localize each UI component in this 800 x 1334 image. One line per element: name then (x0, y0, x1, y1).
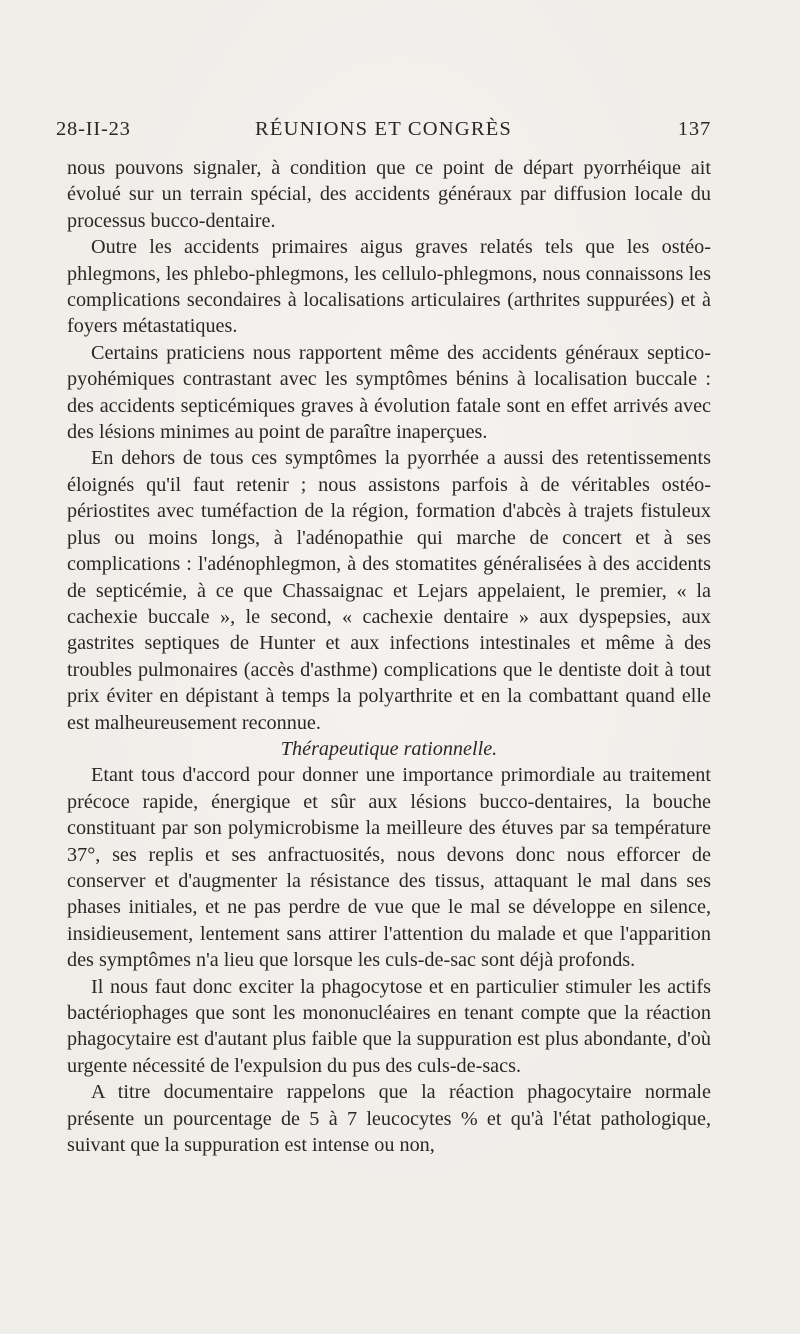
paragraph: Etant tous d'accord pour donner une importance primordiale au traitement précoce rapide, énergique et sûr aux lésions bucco-dentaires, la bouche constituant par son polymicrobisme la meilleure des étuves par sa température 37°, ses replis et ses anfractuosités, nous devons donc nous efforcer de conserver et d'augmenter la résistance des tissus, attaquant le mal dans ses phases initiales, et ne pas perdre de vue que le mal se développe en silence, insidieusement, lentement sans attirer l'attention du malade et que l'apparition des symptômes n'a lieu que lorsque les culs-de-sac sont déjà profonds. (67, 764, 711, 972)
section-heading: Thérapeutique rationnelle. (280, 737, 498, 760)
header-date: 28-II-23 (56, 118, 131, 140)
paragraph: A titre documentaire rappelons que la réaction phagocytaire normale présente un pourcentage de 5 à 7 leucocytes % et qu'à l'état pathologique, suivant que la suppuration est intense ou non, (67, 1081, 711, 1157)
page-number: 137 (677, 118, 711, 140)
paragraph: Certains praticiens nous rapportent même des accidents généraux septico-pyohémiques contrastant avec les symptômes bénins à localisation buccale : des accidents septicémiques graves à évolution fatale sont en effet arrivés avec des lésions minimes au point de paraître inaperçues. (67, 341, 711, 444)
paragraph: Il nous faut donc exciter la phagocytose et en particulier stimuler les actifs bactériophages que sont les mononucléaires en tenant compte que la réaction phagocytaire est d'autant plus faible que la suppuration est plus abondante, d'où urgente nécessité de l'expulsion du pus des culs-de-sacs. (67, 975, 711, 1077)
running-header (56, 118, 711, 154)
header-title: RÉUNIONS ET CONGRÈS (254, 118, 513, 140)
body-text (67, 155, 711, 1158)
paragraph: Outre les accidents primaires aigus graves relatés tels que les ostéo-phlegmons, les phlebo-phlegmons, les cellulo-phlegmons, nous connaissons les complications secondaires à localisations articulaires (arthrites suppurées) et à foyers métastatiques. (67, 236, 711, 338)
paragraph: En dehors de tous ces symptômes la pyorrhée a aussi des retentissements éloignés qu'il faut retenir ; nous assistons parfois à de véritables ostéo-périostites avec tuméfaction de la région, formation d'abcès à trajets fistuleux plus ou moins longs, à l'adénopathie qui marche de concert et à ses complications : l'adénophlegmon, à des stomatites généralisées à des accidents de septicémie, à ce que Chassaignac et Lejars appelaient, le premier, « la cachexie buccale », le second, « cachexie dentaire » aux dyspepsies, aux gastrites septiques de Hunter et aux infections intestinales et même à des troubles pulmonaires (accès d'asthme) complications que le dentiste doit à tout prix éviter en dépistant à temps la polyarthrite et en la combattant quand elle est malheureusement reconnue. (67, 447, 711, 734)
paragraph: nous pouvons signaler, à condition que ce point de départ pyorrhéique ait évolué sur un terrain spécial, des accidents généraux par diffusion locale du processus bucco-dentaire. (67, 157, 711, 232)
